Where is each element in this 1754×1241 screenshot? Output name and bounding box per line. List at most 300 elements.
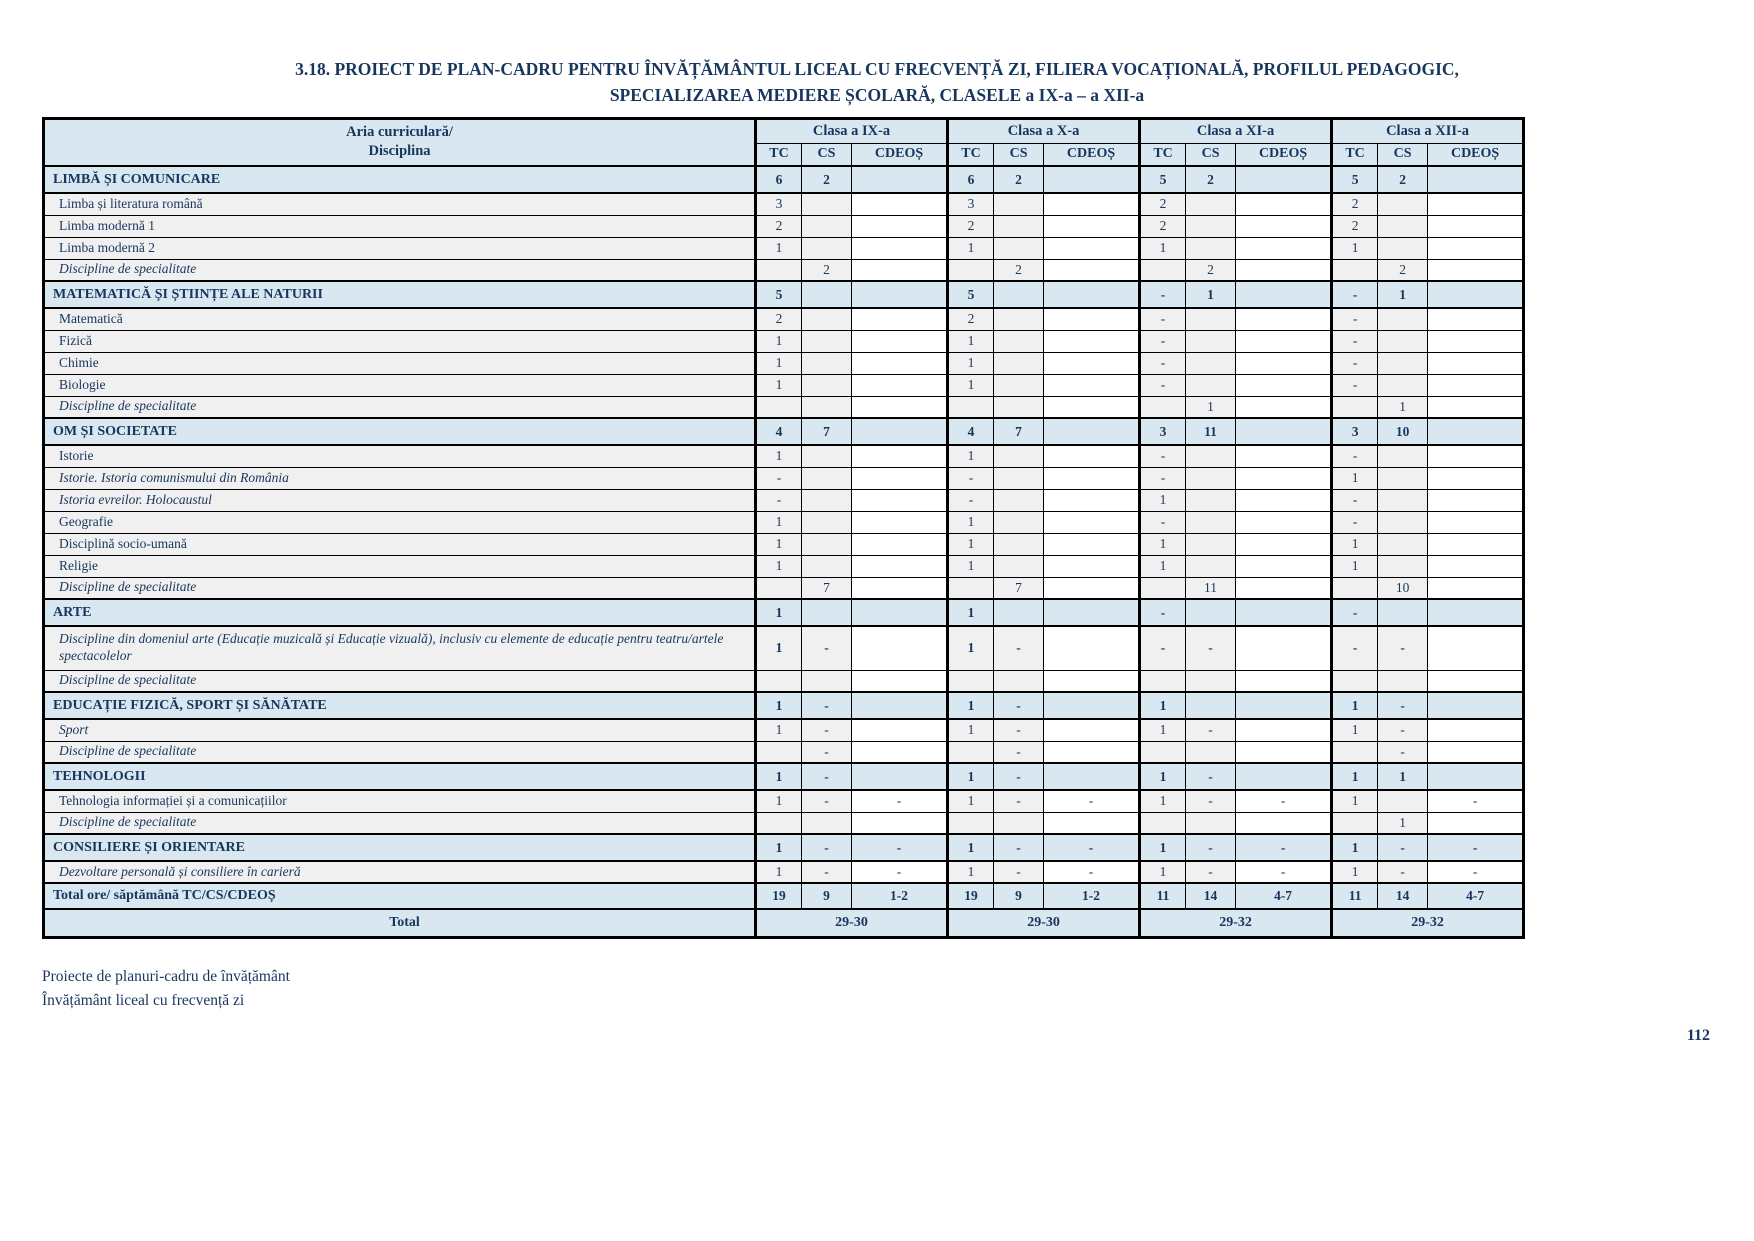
cell-value: 10 — [1378, 577, 1428, 599]
cell-value — [802, 812, 852, 834]
cell-value: - — [1236, 834, 1332, 861]
cell-value — [1236, 812, 1332, 834]
cell-value: 4 — [756, 418, 802, 445]
cell-value: - — [994, 692, 1044, 719]
cell-value — [994, 352, 1044, 374]
cell-value: - — [1140, 330, 1186, 352]
cell-value — [1044, 719, 1140, 741]
row-label: Discipline de specialitate — [44, 670, 756, 692]
cell-value — [1186, 489, 1236, 511]
cell-value — [1428, 741, 1524, 763]
cell-value — [1428, 215, 1524, 237]
cell-value: 5 — [1140, 166, 1186, 193]
cell-value — [802, 237, 852, 259]
cell-value: 14 — [1378, 883, 1428, 909]
row-label: Biologie — [44, 374, 756, 396]
cell-value — [1044, 166, 1140, 193]
row-label: Limba și literatura română — [44, 193, 756, 215]
row-label: Religie — [44, 555, 756, 577]
row-label: Discipline de specialitate — [44, 396, 756, 418]
cell-value: 2 — [948, 215, 994, 237]
table-row — [44, 467, 1524, 489]
row-label: Istorie. Istoria comunismului din România — [44, 467, 756, 489]
cell-value: 1 — [756, 237, 802, 259]
cell-value — [1378, 193, 1428, 215]
cell-value — [802, 599, 852, 626]
table-row — [44, 763, 1524, 790]
footer-line2: Învățământ liceal cu frecvență zi — [42, 991, 245, 1009]
cell-value — [994, 215, 1044, 237]
cell-value: - — [948, 489, 994, 511]
cell-value — [1044, 577, 1140, 599]
cell-value: - — [802, 834, 852, 861]
cell-value: - — [1236, 790, 1332, 812]
cell-value — [1378, 215, 1428, 237]
cell-value — [802, 533, 852, 555]
cell-value: - — [948, 467, 994, 489]
table-row — [44, 259, 1524, 281]
cell-value — [852, 670, 948, 692]
row-label: Discipline de specialitate — [44, 577, 756, 599]
cell-value — [1236, 193, 1332, 215]
cell-value: 1 — [948, 692, 994, 719]
cell-value — [1428, 308, 1524, 330]
cell-value: - — [1236, 861, 1332, 883]
cell-value: - — [756, 467, 802, 489]
cell-value — [1186, 741, 1236, 763]
cell-value: 19 — [948, 883, 994, 909]
cell-value — [1236, 599, 1332, 626]
cell-value: - — [852, 790, 948, 812]
row-label: Total ore/ săptămână TC/CS/CDEOȘ — [44, 883, 756, 909]
cell-value — [994, 555, 1044, 577]
cell-value — [1428, 599, 1524, 626]
cell-value — [1332, 741, 1378, 763]
row-label: Total — [44, 909, 756, 937]
cell-value — [1428, 352, 1524, 374]
cell-value — [994, 812, 1044, 834]
cell-value: 1 — [756, 511, 802, 533]
cell-value: 11 — [1140, 883, 1186, 909]
cell-value — [852, 396, 948, 418]
cell-value — [1186, 193, 1236, 215]
cell-value: 2 — [1186, 259, 1236, 281]
cell-value: 2 — [802, 166, 852, 193]
cell-value: 2 — [1332, 215, 1378, 237]
row-label: Discipline de specialitate — [44, 741, 756, 763]
cell-value — [1236, 489, 1332, 511]
cell-value — [852, 719, 948, 741]
cell-value — [1044, 259, 1140, 281]
cell-value — [1044, 511, 1140, 533]
table-row — [44, 511, 1524, 533]
cell-value: 1 — [1140, 834, 1186, 861]
cell-value — [1236, 670, 1332, 692]
cell-value: - — [1332, 599, 1378, 626]
cell-value: - — [1044, 834, 1140, 861]
cell-value — [1236, 626, 1332, 670]
header-aria-curriculara — [44, 118, 756, 166]
cell-value — [994, 374, 1044, 396]
cell-value: 1 — [948, 719, 994, 741]
cell-value: 3 — [948, 193, 994, 215]
cell-value — [852, 533, 948, 555]
table-row — [44, 555, 1524, 577]
cell-value: - — [802, 741, 852, 763]
cell-value: - — [1140, 374, 1186, 396]
cell-value — [1236, 237, 1332, 259]
cell-value: 7 — [802, 577, 852, 599]
cell-value — [1378, 374, 1428, 396]
cell-value: 1 — [756, 599, 802, 626]
cell-value — [1378, 467, 1428, 489]
cell-value: 1 — [756, 763, 802, 790]
cell-value — [1236, 374, 1332, 396]
cell-value: 11 — [1186, 577, 1236, 599]
cell-value — [994, 467, 1044, 489]
cell-value: 2 — [802, 259, 852, 281]
cell-value — [1044, 812, 1140, 834]
cell-value — [1186, 445, 1236, 467]
page-title-line1: 3.18. PROIECT DE PLAN-CADRU PENTRU ÎNVĂȚĂMÂNTUL LICEAL CU FRECVENȚĂ ZI, FILIERA VOCAȚIONALĂ, PROFILUL PEDAGOGIC, — [295, 59, 1459, 79]
cell-value: 2 — [994, 259, 1044, 281]
cell-value — [1236, 308, 1332, 330]
cell-value: 2 — [1140, 193, 1186, 215]
header-clasa-ix: Clasa a IX-a — [756, 118, 948, 143]
cell-value: - — [1140, 467, 1186, 489]
cell-value — [852, 281, 948, 308]
row-label: Fizică — [44, 330, 756, 352]
header-clasa-xii: Clasa a XII-a — [1332, 118, 1524, 143]
header-aria-line1: Aria curriculară/ — [346, 123, 453, 140]
row-label: MATEMATICĂ ȘI ȘTIINȚE ALE NATURII — [44, 281, 756, 308]
cell-value — [1186, 555, 1236, 577]
cell-value — [948, 741, 994, 763]
cell-value — [1428, 511, 1524, 533]
table-row — [44, 308, 1524, 330]
cell-value: 1 — [756, 861, 802, 883]
cell-value — [1044, 489, 1140, 511]
cell-value: 2 — [994, 166, 1044, 193]
cell-value — [1428, 445, 1524, 467]
cell-value: 1 — [948, 626, 994, 670]
cell-value — [1378, 352, 1428, 374]
cell-value — [1428, 626, 1524, 670]
cell-value — [1140, 741, 1186, 763]
cell-value: 3 — [1140, 418, 1186, 445]
cell-value: - — [1332, 330, 1378, 352]
header-cs: CS — [1378, 143, 1428, 166]
cell-value: - — [802, 626, 852, 670]
cell-value: 1 — [1186, 396, 1236, 418]
cell-value: 29-30 — [948, 909, 1140, 937]
cell-value — [1428, 533, 1524, 555]
cell-value: 14 — [1186, 883, 1236, 909]
cell-value — [994, 193, 1044, 215]
cell-value — [1428, 237, 1524, 259]
cell-value: 2 — [1140, 215, 1186, 237]
cell-value: 1 — [1186, 281, 1236, 308]
cell-value — [1428, 812, 1524, 834]
cell-value — [1428, 719, 1524, 741]
cell-value — [1044, 308, 1140, 330]
cell-value — [1428, 555, 1524, 577]
cell-value — [1186, 692, 1236, 719]
cell-value — [994, 670, 1044, 692]
table-row — [44, 166, 1524, 193]
header-tc: TC — [756, 143, 802, 166]
row-label: Dezvoltare personală și consiliere în carieră — [44, 861, 756, 883]
cell-value: 1 — [1332, 692, 1378, 719]
cell-value: - — [1186, 626, 1236, 670]
header-clasa-x: Clasa a X-a — [948, 118, 1140, 143]
cell-value: 1-2 — [1044, 883, 1140, 909]
cell-value: 5 — [756, 281, 802, 308]
cell-value: 5 — [1332, 166, 1378, 193]
cell-value — [1044, 692, 1140, 719]
cell-value — [994, 281, 1044, 308]
cell-value: - — [1140, 445, 1186, 467]
cell-value: 1 — [1332, 861, 1378, 883]
cell-value — [1332, 577, 1378, 599]
cell-value — [852, 741, 948, 763]
header-cdeos: CDEOȘ — [852, 143, 948, 166]
cell-value — [948, 670, 994, 692]
table-row — [44, 670, 1524, 692]
cell-value — [1044, 533, 1140, 555]
table-row — [44, 626, 1524, 670]
header-aria-line2: Disciplina — [368, 143, 431, 160]
cell-value — [1236, 418, 1332, 445]
header-cs: CS — [1186, 143, 1236, 166]
page-title — [112, 56, 1642, 109]
cell-value — [756, 741, 802, 763]
cell-value — [1186, 599, 1236, 626]
cell-value: 1 — [756, 834, 802, 861]
row-label: OM ȘI SOCIETATE — [44, 418, 756, 445]
cell-value — [852, 626, 948, 670]
header-tc: TC — [1332, 143, 1378, 166]
cell-value: - — [1140, 599, 1186, 626]
cell-value — [1044, 352, 1140, 374]
cell-value: - — [1332, 308, 1378, 330]
cell-value — [1428, 259, 1524, 281]
cell-value — [1428, 467, 1524, 489]
cell-value: - — [994, 790, 1044, 812]
table-row — [44, 193, 1524, 215]
cell-value: - — [1140, 352, 1186, 374]
cell-value — [1140, 812, 1186, 834]
cell-value — [756, 577, 802, 599]
table-row — [44, 237, 1524, 259]
cell-value: 1 — [1140, 489, 1186, 511]
cell-value — [852, 308, 948, 330]
row-label: Discipline din domeniul arte (Educație muzicală și Educație vizuală), inclusiv cu elemente de educație pentru teatru/artele spectacolelor — [44, 626, 756, 670]
cell-value: 1 — [756, 445, 802, 467]
cell-value — [1044, 763, 1140, 790]
row-label: Limba modernă 2 — [44, 237, 756, 259]
cell-value: 1 — [1332, 719, 1378, 741]
cell-value — [1044, 599, 1140, 626]
cell-value: 6 — [756, 166, 802, 193]
cell-value: - — [852, 834, 948, 861]
cell-value: 1 — [948, 555, 994, 577]
cell-value — [1236, 396, 1332, 418]
cell-value: 1 — [1140, 790, 1186, 812]
cell-value — [1044, 374, 1140, 396]
cell-value — [1332, 812, 1378, 834]
cell-value — [1186, 533, 1236, 555]
cell-value: 1 — [948, 511, 994, 533]
cell-value: - — [1186, 790, 1236, 812]
header-cdeos: CDEOȘ — [1044, 143, 1140, 166]
cell-value: - — [994, 626, 1044, 670]
cell-value: - — [1378, 692, 1428, 719]
cell-value — [802, 396, 852, 418]
cell-value: 1 — [756, 533, 802, 555]
cell-value: 19 — [756, 883, 802, 909]
cell-value: 1 — [1332, 763, 1378, 790]
row-label: Geografie — [44, 511, 756, 533]
cell-value — [994, 396, 1044, 418]
cell-value: - — [1140, 308, 1186, 330]
cell-value: - — [1140, 626, 1186, 670]
cell-value: 1 — [1140, 719, 1186, 741]
cell-value — [852, 166, 948, 193]
cell-value — [1186, 352, 1236, 374]
table-row — [44, 883, 1524, 909]
table-row — [44, 396, 1524, 418]
cell-value: 1 — [756, 626, 802, 670]
cell-value: - — [994, 741, 1044, 763]
cell-value — [1044, 396, 1140, 418]
cell-value: - — [1332, 489, 1378, 511]
header-clasa-xi: Clasa a XI-a — [1140, 118, 1332, 143]
cell-value — [1428, 396, 1524, 418]
table-row — [44, 445, 1524, 467]
cell-value — [1236, 555, 1332, 577]
row-label: Istorie — [44, 445, 756, 467]
row-label: Tehnologia informației și a comunicațiilor — [44, 790, 756, 812]
cell-value — [1236, 692, 1332, 719]
row-label: TEHNOLOGII — [44, 763, 756, 790]
cell-value — [802, 352, 852, 374]
cell-value — [1044, 670, 1140, 692]
table-row — [44, 374, 1524, 396]
cell-value: - — [1332, 626, 1378, 670]
cell-value: 1 — [1140, 692, 1186, 719]
cell-value — [1044, 193, 1140, 215]
cell-value — [756, 812, 802, 834]
cell-value — [1186, 467, 1236, 489]
cell-value: 1 — [756, 374, 802, 396]
cell-value — [1378, 237, 1428, 259]
cell-value: - — [994, 763, 1044, 790]
cell-value — [1428, 330, 1524, 352]
row-label: Istoria evreilor. Holocaustul — [44, 489, 756, 511]
cell-value — [994, 330, 1044, 352]
row-label: Sport — [44, 719, 756, 741]
cell-value — [1378, 790, 1428, 812]
cell-value — [1378, 489, 1428, 511]
cell-value: 1 — [1378, 281, 1428, 308]
cell-value — [802, 670, 852, 692]
cell-value — [1428, 166, 1524, 193]
cell-value — [1044, 626, 1140, 670]
cell-value — [1236, 281, 1332, 308]
curriculum-table — [42, 117, 1525, 939]
cell-value: 1 — [1140, 533, 1186, 555]
cell-value: - — [1428, 861, 1524, 883]
cell-value: 1 — [948, 599, 994, 626]
cell-value — [852, 330, 948, 352]
table-row — [44, 834, 1524, 861]
cell-value — [852, 555, 948, 577]
cell-value: - — [994, 834, 1044, 861]
cell-value — [1186, 812, 1236, 834]
cell-value: 10 — [1378, 418, 1428, 445]
cell-value — [802, 193, 852, 215]
cell-value — [1236, 330, 1332, 352]
cell-value — [1236, 719, 1332, 741]
table-row — [44, 352, 1524, 374]
cell-value: - — [1186, 719, 1236, 741]
cell-value: 4-7 — [1236, 883, 1332, 909]
header-cdeos: CDEOȘ — [1428, 143, 1524, 166]
table-row — [44, 719, 1524, 741]
cell-value — [1186, 308, 1236, 330]
header-row-classes — [44, 118, 1524, 143]
cell-value: 1 — [948, 834, 994, 861]
cell-value — [1044, 281, 1140, 308]
table-row — [44, 909, 1524, 937]
cell-value — [1428, 193, 1524, 215]
cell-value — [994, 599, 1044, 626]
cell-value: - — [1378, 834, 1428, 861]
cell-value — [802, 330, 852, 352]
cell-value: 1 — [756, 330, 802, 352]
row-label: EDUCAȚIE FIZICĂ, SPORT ȘI SĂNĂTATE — [44, 692, 756, 719]
footer-notes — [42, 965, 1712, 1013]
cell-value: 1 — [1332, 237, 1378, 259]
cell-value — [1044, 467, 1140, 489]
cell-value: 2 — [1186, 166, 1236, 193]
cell-value: 2 — [756, 308, 802, 330]
row-label: LIMBĂ ȘI COMUNICARE — [44, 166, 756, 193]
table-header — [44, 118, 1524, 166]
table-row — [44, 861, 1524, 883]
cell-value — [852, 374, 948, 396]
cell-value — [994, 533, 1044, 555]
cell-value — [994, 308, 1044, 330]
cell-value — [1236, 259, 1332, 281]
cell-value — [852, 445, 948, 467]
cell-value: - — [994, 861, 1044, 883]
row-label: Matematică — [44, 308, 756, 330]
cell-value: 2 — [1378, 259, 1428, 281]
cell-value: 1 — [948, 330, 994, 352]
cell-value: 1 — [1332, 533, 1378, 555]
cell-value: 1 — [1140, 861, 1186, 883]
table-row — [44, 692, 1524, 719]
cell-value — [1428, 489, 1524, 511]
cell-value — [1140, 396, 1186, 418]
cell-value — [1332, 396, 1378, 418]
cell-value: 2 — [948, 308, 994, 330]
cell-value: 1 — [1332, 555, 1378, 577]
footer-line1: Proiecte de planuri-cadru de învățământ — [42, 967, 290, 985]
cell-value — [994, 237, 1044, 259]
